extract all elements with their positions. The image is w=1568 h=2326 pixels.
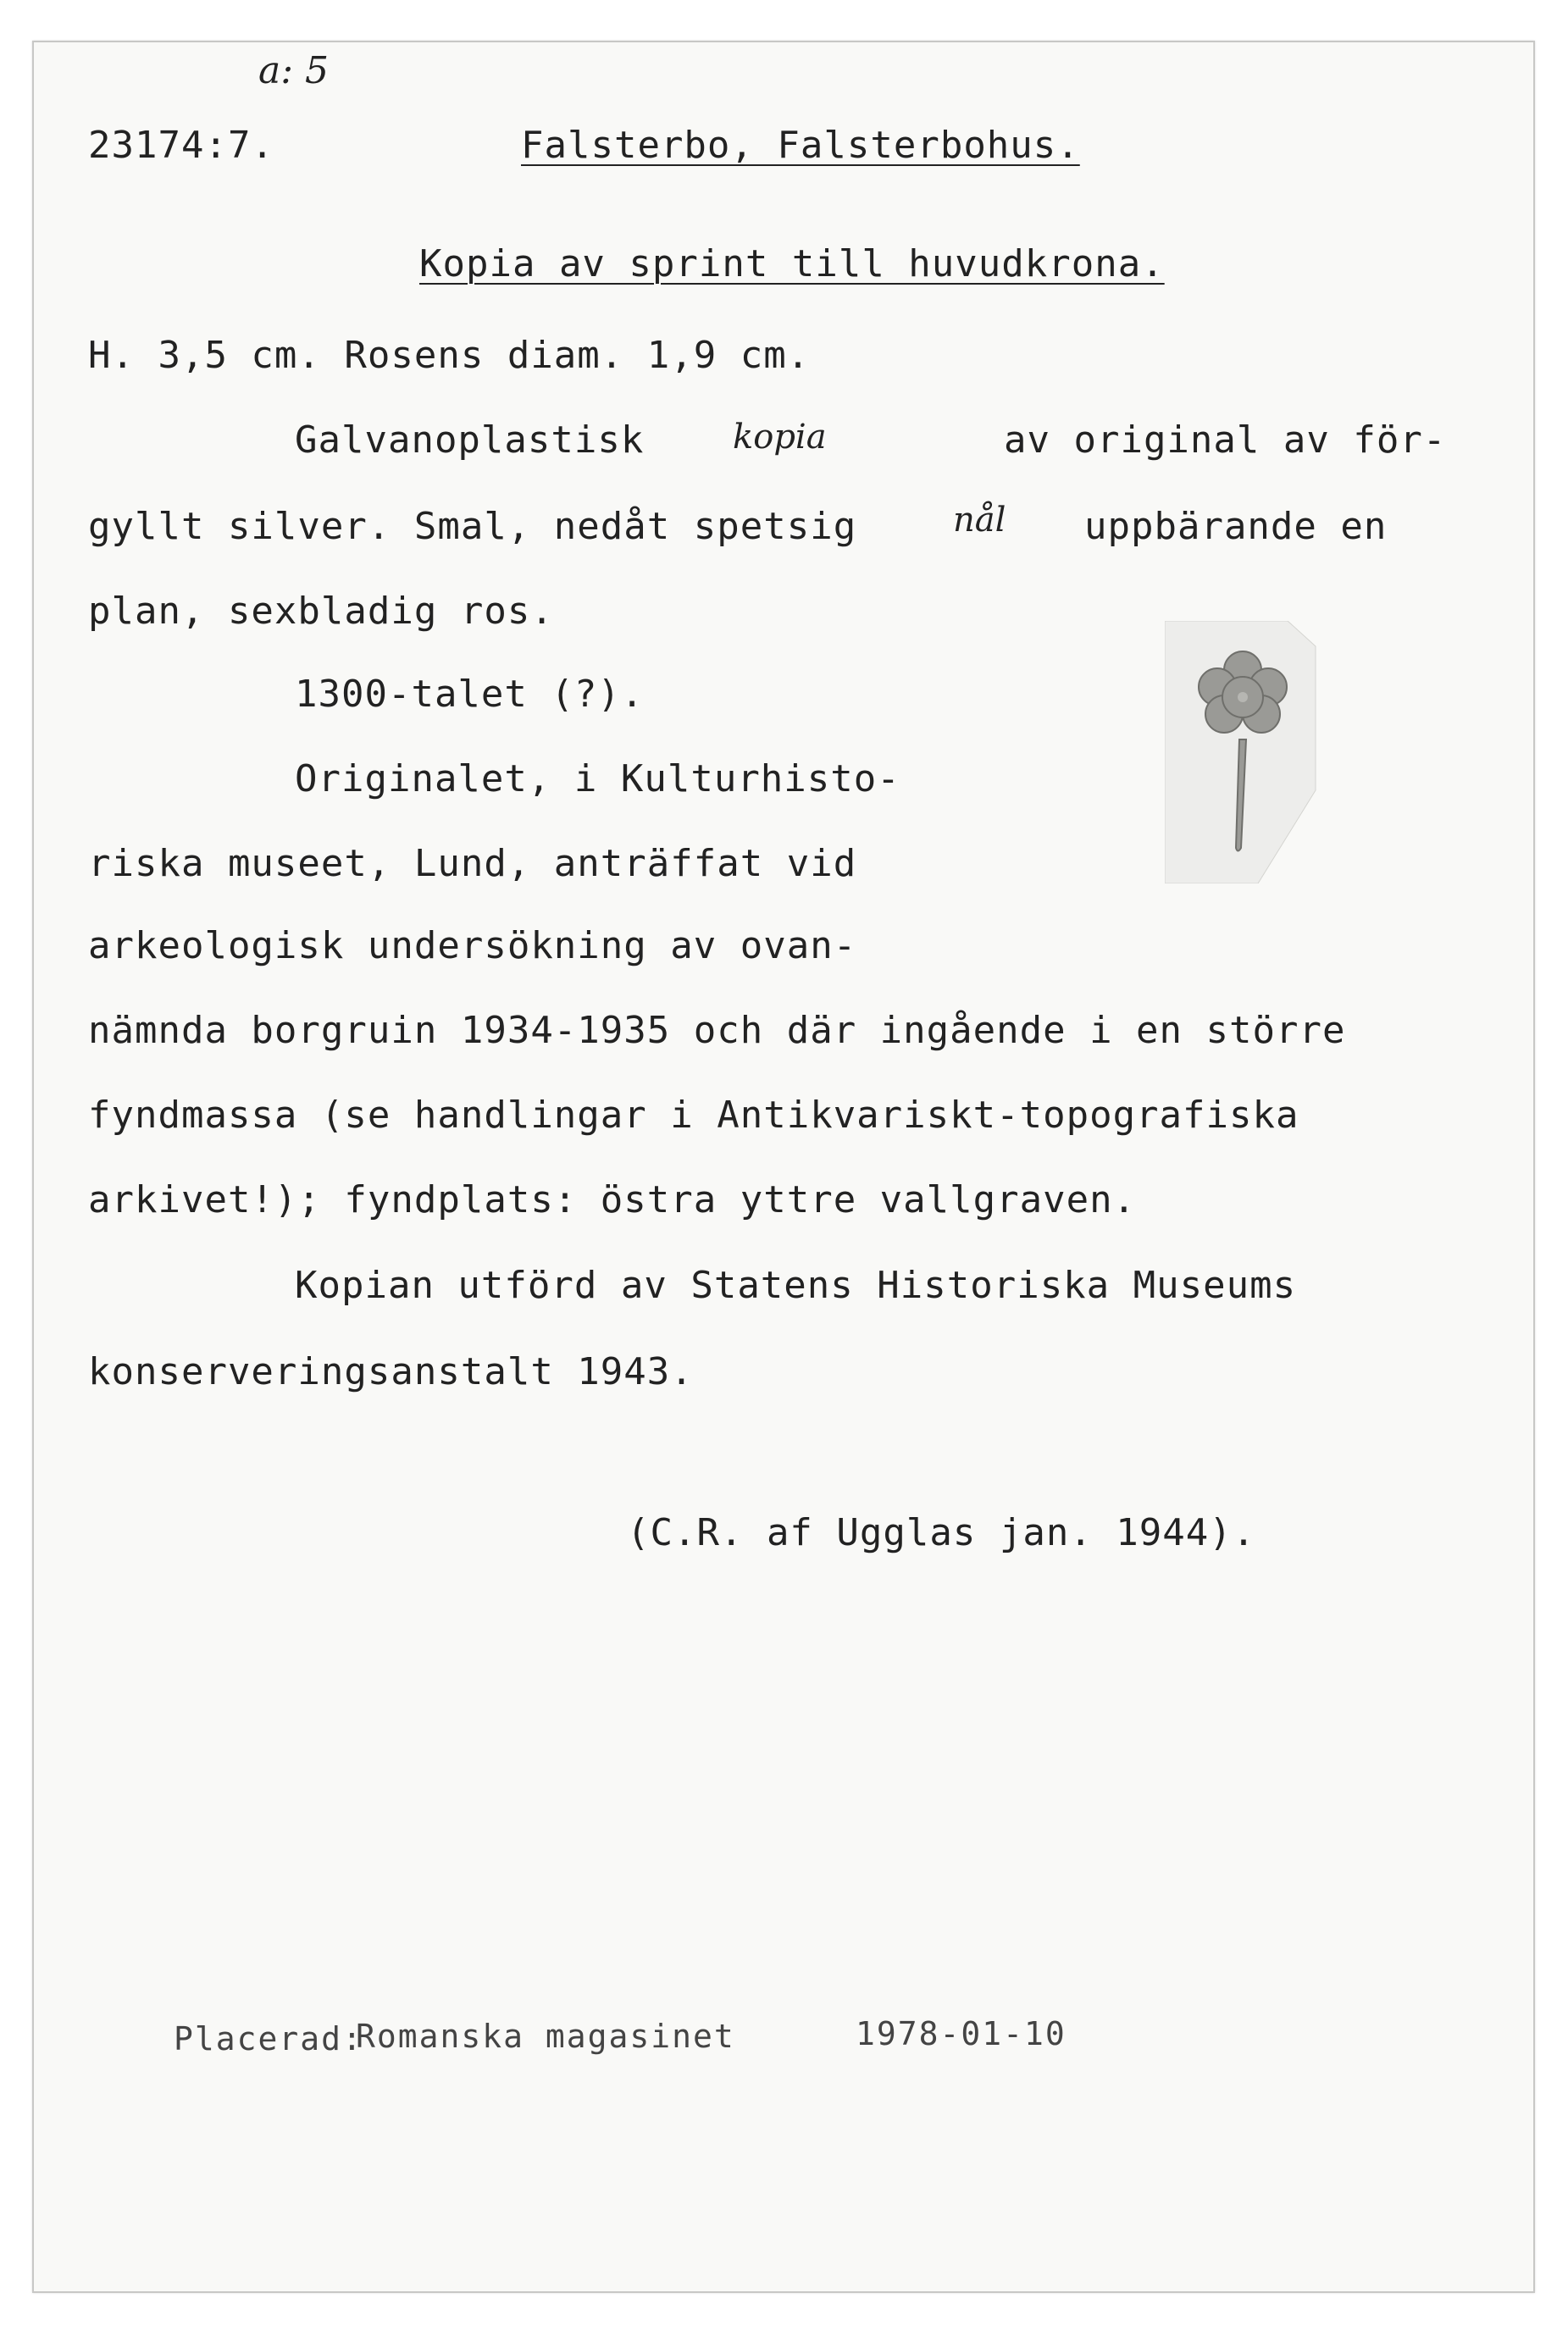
object-title: Kopia av sprint till huvudkrona. bbox=[419, 242, 1165, 285]
location-heading: Falsterbo, Falsterbohus. bbox=[521, 124, 1080, 167]
object-photo bbox=[1165, 621, 1317, 883]
provenance-line: riska museet, Lund, anträffat vid bbox=[88, 842, 857, 885]
handwritten-word-nal: nål bbox=[953, 501, 1006, 540]
catalog-number: 23174:7. bbox=[88, 124, 274, 167]
provenance-line: Originalet, i Kulturhisto- bbox=[295, 757, 900, 800]
provenance-line: nämnda borgruin 1934-1935 och där ingående i en större bbox=[88, 1009, 1346, 1052]
copy-note-line: Kopian utförd av Statens Historiska Museums bbox=[295, 1264, 1297, 1307]
description-line-3: plan, sexbladig ros. bbox=[88, 590, 554, 633]
description-line-1-end: av original av för- bbox=[1004, 418, 1447, 462]
catalog-card bbox=[32, 41, 1535, 2293]
dimensions: H. 3,5 cm. Rosens diam. 1,9 cm. bbox=[88, 334, 811, 377]
dating: 1300-talet (?). bbox=[295, 673, 645, 716]
placement-label: Placerad: bbox=[174, 2020, 363, 2057]
placement-value: Romanska magasinet bbox=[356, 2018, 735, 2055]
rose-pin-photo-icon bbox=[1165, 621, 1317, 883]
provenance-line: arkeologisk undersökning av ovan- bbox=[88, 924, 857, 967]
corner-mark: a: 5 bbox=[258, 49, 330, 92]
provenance-line: fyndmassa (se handlingar i Antikvariskt-topografiska bbox=[88, 1094, 1299, 1137]
description-line-2-start: gyllt silver. Smal, nedåt spetsig bbox=[88, 505, 857, 548]
placement-date: 1978-01-10 bbox=[856, 2015, 1067, 2052]
provenance-line: arkivet!); fyndplats: östra yttre vallgraven. bbox=[88, 1178, 1137, 1221]
copy-note-line: konserveringsanstalt 1943. bbox=[88, 1350, 694, 1393]
author-signature: (C.R. af Ugglas jan. 1944). bbox=[627, 1511, 1256, 1554]
description-line-1-start: Galvanoplastisk bbox=[295, 418, 645, 462]
description-line-2-end: uppbärande en bbox=[1084, 505, 1388, 548]
handwritten-word-kopia: kopia bbox=[733, 418, 827, 457]
